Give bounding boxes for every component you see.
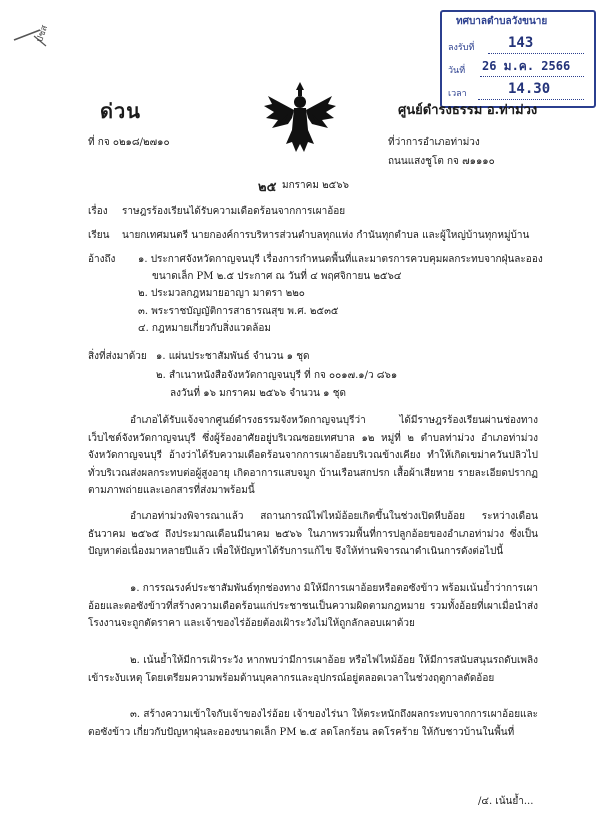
sender-office: ที่ว่าการอำเภอท่าม่วง [388, 137, 480, 148]
stamp-time: 14.30 [508, 81, 551, 97]
subject-label: เรื่อง [88, 206, 108, 217]
date-day: ๒๕ [258, 180, 277, 195]
reference-number: ที่ กจ ๐๒๑๘/๒๗๑๐ [88, 137, 170, 148]
recipient-text: นายกเทศมนตรี นายกองค์การบริหารส่วนตำบลทุกแห่ง กำนันทุกตำบล และผู้ใหญ่บ้านทุกหมู่บ้าน [122, 230, 530, 241]
body-paragraph-1: อำเภอได้รับแจ้งจากศูนย์ดำรงธรรมจังหวัดกาญจนบุรีว่า ได้มีราษฎรร้องเรียนผ่านช่องทางเว็บไซต์จังหวัดกาญจนบุรี ซึ่งผู้ร้องอาศัยอยู่บริเวณซอยเทศบาล ๑๒ หมู่ที่ ๒ ตำบลท่าม่วง อำเภอท่าม่วง จังหวัดกาญจนบุรี อ้างว่าได้รับความเดือดร้อนจากการเผาอ้อยบริเวณข้างเคียง ทำให้เกิดเขม่าควันปลิวไปทั่วบริเวณส่งผลกระทบต่อผู้สูงอายุ เกิดอาการแสบจมูก บ้านเรือนสกปรก เสื้อผ้าเสียหาย รายละเอียดปรากฏตามภาพถ่ายและเอกสารที่ส่งมาพร้อมนี้ [88, 415, 538, 496]
action-item-2: ๒. เน้นย้ำให้มีการเฝ้าระวัง หากพบว่ามีการเผาอ้อย หรือไฟไหม้อ้อย ให้มีการสนับสนุนรถดับเพลิงเข้าระงับเหตุ โดยเตรียมความพร้อมด้านบุคลากรและอุปกรณ์อยู่ตลอดเวลาในช่วงฤดูกาลตัดอ้อย [88, 655, 538, 684]
stamp-time-label: เวลา [448, 89, 467, 99]
stamp-received-no: 143 [508, 35, 534, 51]
references-label: อ้างถึง [88, 254, 116, 265]
reference-item: ๒. ประมวลกฎหมายอาญา มาตรา ๒๒๐ [138, 288, 305, 299]
reference-item: ขนาดเล็ก PM ๒.๕ ประกาศ ณ วันที่ ๔ พฤศจิกายน ๒๕๖๔ [152, 271, 402, 282]
urgency-label: ด่วน [100, 99, 141, 123]
date-month-year: มกราคม ๒๕๖๖ [282, 180, 349, 191]
garuda-emblem-icon [262, 78, 338, 156]
action-item-3: ๓. สร้างความเข้าใจกับเจ้าของไร่อ้อย เจ้าของไร่นา ให้ตระหนักถึงผลกระทบจากการเผาอ้อยและตอซังข้าว เกี่ยวกับปัญหาฝุ่นละอองขนาดเล็ก PM ๒.๕ ลดโลกร้อน ลดโรคร้าย ให้กับชาวบ้านในพื้นที่ [88, 709, 538, 738]
enclosure-item: ลงวันที่ ๑๖ มกราคม ๒๕๖๖ จำนวน ๑ ชุด [170, 388, 346, 399]
action-item-1: ๑. การรณรงค์ประชาสัมพันธ์ทุกช่องทาง มิให้มีการเผาอ้อยหรือตอซังข้าว พร้อมเน้นย้ำว่าการเผาอ้อยและตอซังข้าวที่สร้างความเดือดร้อนแก่ประชาชนเป็นความผิดตามกฎหมาย รวมทั้งอ้อยที่เผาเมื่อนำส่งโรงงานจะถูกตัดราคา และเจ้าของไร่อ้อยต้องเฝ้าระวังไม่ให้ถูกลักลอบเผาด้วย [88, 583, 538, 629]
body-paragraph-2: อำเภอท่าม่วงพิจารณาแล้ว สถานการณ์ไฟไหม้อ้อยเกิดขึ้นในช่วงเปิดหีบอ้อย ระหว่างเดือนธันวาคม ๒๕๖๕ ถึงประมาณเดือนมีนาคม ๒๕๖๖ ในภาพรวมพื้นที่การปลูกอ้อยของอำเภอท่าม่วง ซึ่งเป็นปัญหาต่อเนื่องมาหลายปีแล้ว เพื่อให้ปัญหาได้รับการแก้ไข จึงให้ท่านพิจารณาดำเนินการดังต่อไปนี้ [88, 511, 538, 557]
enclosure-item: ๑. แผ่นประชาสัมพันธ์ จำนวน ๑ ชุด [156, 351, 310, 362]
stamp-date-label: วันที่ [448, 66, 466, 76]
enclosure-item: ๒. สำเนาหนังสือจังหวัดกาญจนบุรี ที่ กจ ๐๐๑๗.๑/ว ๘๖๑ [156, 370, 398, 381]
center-stamp: ศูนย์ดำรงธรรม อ.ท่าม่วง [398, 103, 538, 118]
stamp-date: 26 ม.ค. 2566 [482, 59, 571, 73]
recipient-label: เรียน [88, 230, 110, 241]
reference-item: ๔. กฎหมายเกี่ยวกับสิ่งแวดล้อม [138, 323, 271, 334]
receipt-stamp [440, 10, 596, 108]
reference-item: ๓. พระราชบัญญัติการสาธารณสุข พ.ศ. ๒๕๓๕ [138, 306, 339, 317]
continued-marker: /๔. เน้นย้ำ... [478, 796, 534, 807]
marginalia-note: ปชส [34, 24, 51, 44]
stamp-received-label: ลงรับที่ [448, 43, 475, 53]
stamp-office: ทศบาลตำบลวังขนาย [456, 16, 548, 27]
sender-address: ถนนแสงชูโต กจ ๗๑๑๑๐ [388, 156, 495, 167]
enclosures-label: สิ่งที่ส่งมาด้วย [88, 351, 147, 362]
reference-item: ๑. ประกาศจังหวัดกาญจนบุรี เรื่องการกำหนดพื้นที่และมาตรการควบคุมผลกระทบจากฝุ่นละออง [138, 254, 543, 265]
subject-text: ราษฎรร้องเรียนได้รับความเดือดร้อนจากการเผาอ้อย [122, 206, 346, 217]
